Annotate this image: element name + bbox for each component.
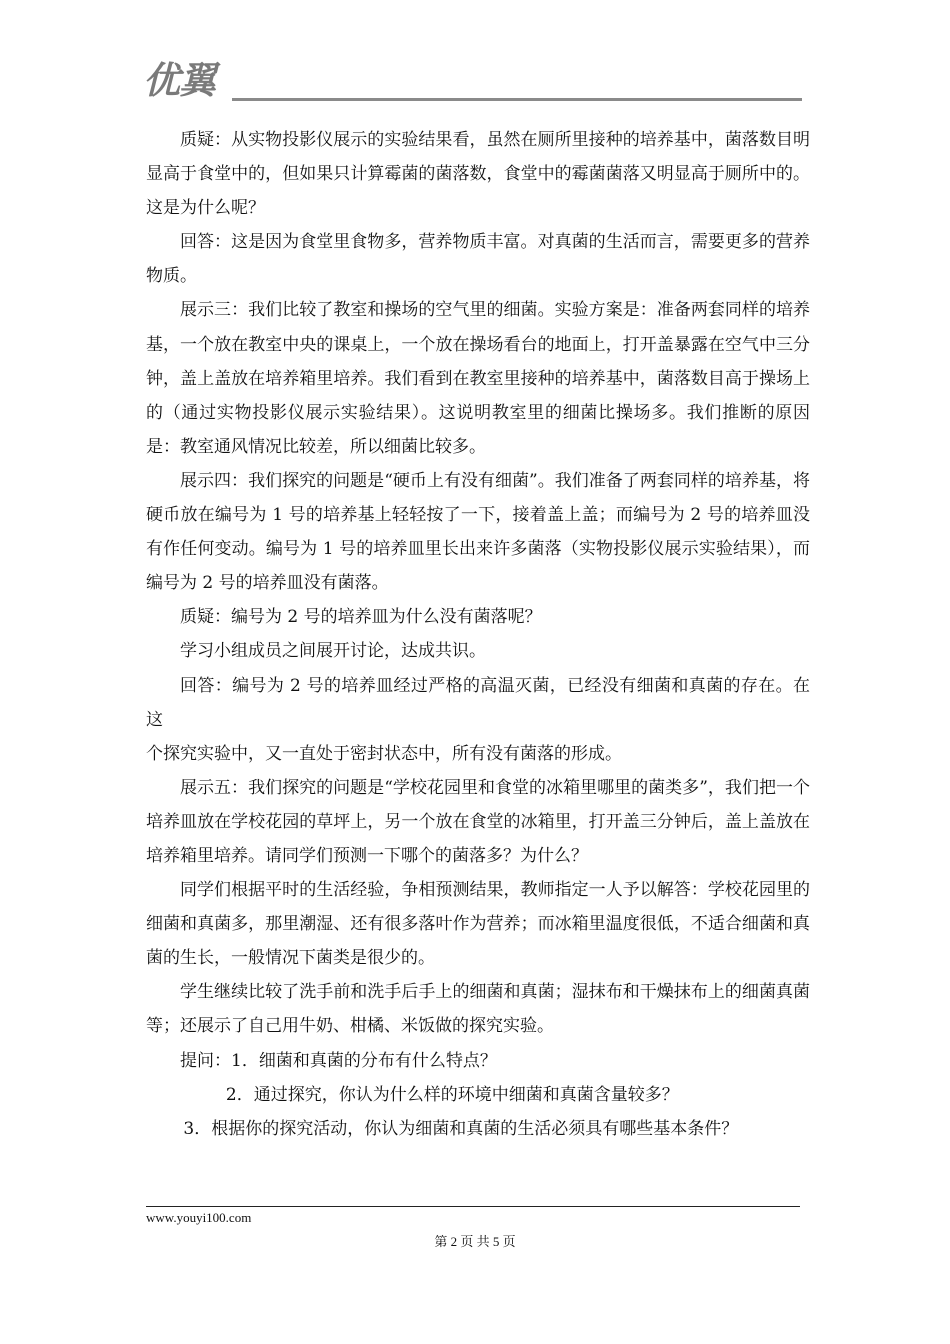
paragraph: 展示四：我们探究的问题是“硬币上有没有细菌”。我们准备了两套同样的培养基，将硬币放在编号为 1 号的培养基上轻轻按了一下，接着盖上盖；而编号为 2 号的培养皿没有作任何变动。编号为 1 号的培养皿里长出来许多菌落（实物投影仪展示实验结果），而编号为 2 号的培养皿没有菌落。 (146, 470, 810, 594)
paragraph: 展示三：我们比较了教室和操场的空气里的细菌。实验方案是：准备两套同样的培养基，一个放在教室中央的课桌上，一个放在操场看台的地面上，打开盖暴露在空气中三分钟，盖上盖放在培养箱里培养。我们看到在教室里接种的培养基中，菌落数目高于操场上的（通过实物投影仪展示实验结果）。这说明教室里的细菌比操场多。我们推断的原因是：教室通风情况比较差，所以细菌比较多。 (146, 300, 810, 457)
paragraph: 质疑：编号为 2 号的培养皿为什么没有菌落呢？ (180, 607, 542, 628)
paragraph: 展示五：我们探究的问题是“学校花园里和食堂的冰箱里哪里的菌类多”，我们把一个培养皿放在学校花园的草坪上，另一个放在食堂的冰箱里，打开盖三分钟后，盖上盖放在培养箱里培养。请同学们预测一下哪个的菌落多？为什么？ (146, 777, 810, 866)
document-body (146, 123, 810, 1146)
paragraph: 回答：这是因为食堂里食物多，营养物质丰富。对真菌的生活而言，需要更多的营养物质。 (146, 232, 810, 287)
paragraph: 个探究实验中，又一直处于密封状态中，所有没有菌落的形成。 (146, 743, 622, 764)
question-3: 3．根据你的探究活动，你认为细菌和真菌的生活必须具有哪些基本条件？ (183, 1118, 739, 1139)
paragraph: 质疑：从实物投影仪展示的实验结果看，虽然在厕所里接种的培养基中，菌落数目明显高于食堂中的，但如果只计算霉菌的菌落数，食堂中的霉菌菌落又明显高于厕所中的。这是为什么呢？ (146, 130, 810, 219)
question-1: 提问：1．细菌和真菌的分布有什么特点？ (180, 1050, 497, 1071)
footer-url: www.youyi100.com (146, 1210, 252, 1225)
paragraph: 学习小组成员之间展开讨论，达成共识。 (180, 641, 486, 662)
paragraph: 学生继续比较了洗手前和洗手后手上的细菌和真菌；湿抹布和干燥抹布上的细菌真菌等；还展示了自己用牛奶、柑橘、米饭做的探究实验。 (146, 982, 810, 1037)
footer-divider (146, 1206, 800, 1207)
brand-logo: 优翼 (143, 59, 215, 102)
header-divider (232, 98, 802, 101)
paragraph: 同学们根据平时的生活经验，争相预测结果，教师指定一人予以解答：学校花园里的细菌和真菌多，那里潮湿、还有很多落叶作为营养；而冰箱里温度很低，不适合细菌和真菌的生长，一般情况下菌类是很少的。 (146, 880, 810, 969)
paragraph: 回答：编号为 2 号的培养皿经过严格的高温灭菌，已经没有细菌和真菌的存在。在这 (146, 675, 810, 730)
page-number: 第 2 页 共 5 页 (434, 1234, 516, 1249)
question-2: 2．通过探究，你认为什么样的环境中细菌和真菌含量较多？ (225, 1084, 679, 1105)
